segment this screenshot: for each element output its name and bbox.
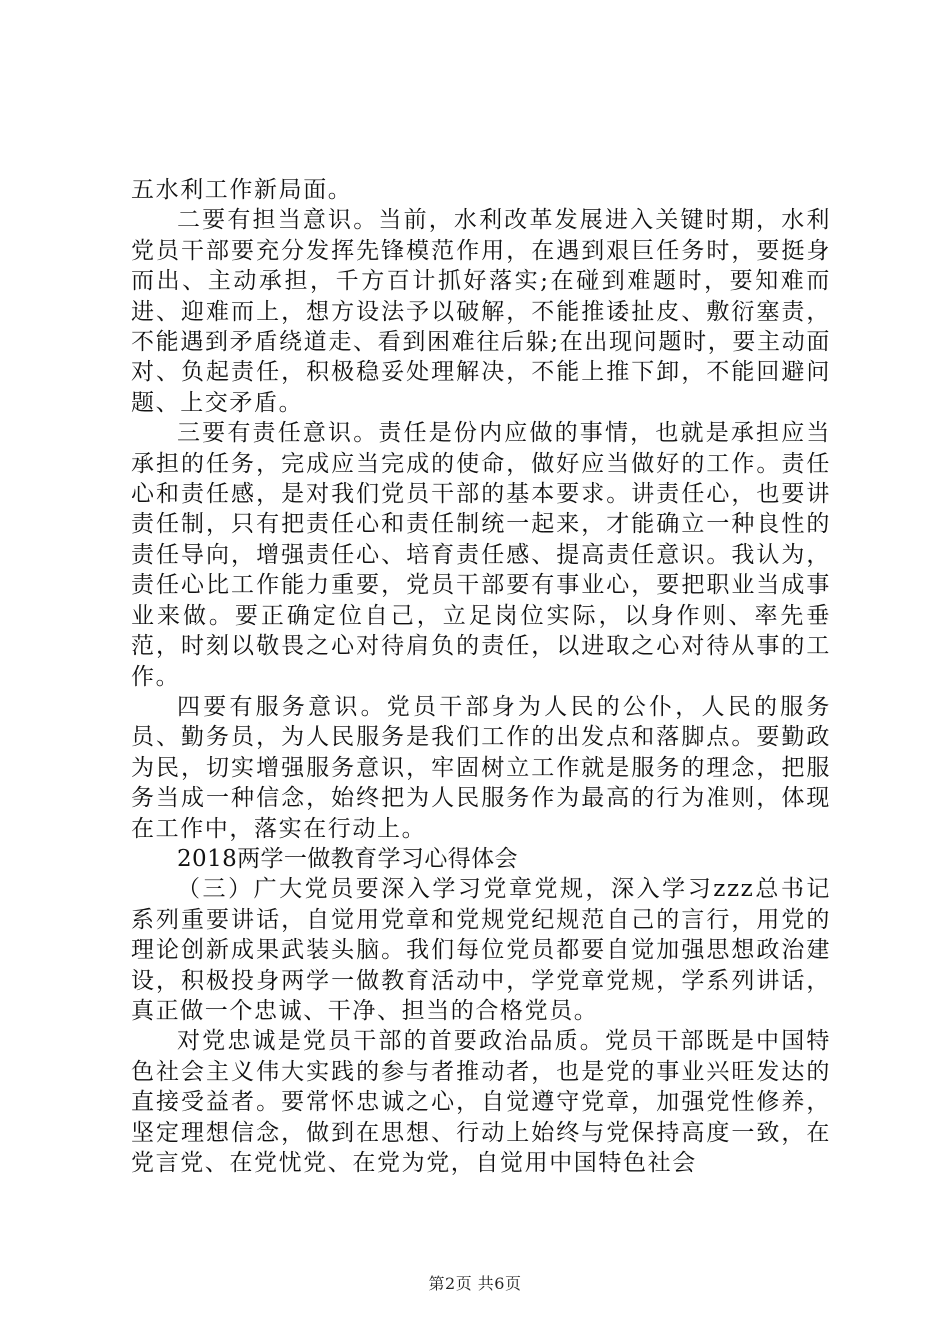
paragraph-service-awareness: 四要有服务意识。党员干部身为人民的公仆，人民的服务员、勤务员，为人民服务是我们工作的出发点和落脚点。要勤政为民，切实增强服务意识，牢固树立工作就是服务的理念，把服务当成一种信念，始终把为人民服务作为最高的行为准则，体现在工作中，落实在行动上。 [131,693,831,842]
section-heading: 2018两学一做教育学习心得体会 [177,845,518,872]
document-body [131,175,831,1178]
paragraph-loyalty: 对党忠诚是党员干部的首要政治品质。党员干部既是中国特色社会主义伟大实践的参与者推动者，也是党的事业兴旺发达的直接受益者。要常怀忠诚之心，自觉遵守党章，加强党性修养，坚定理想信念，做到在思想、行动上始终与党保持高度一致，在党言党、在党忧党、在党为党，自觉用中国特色社会 [131,1028,831,1176]
page-number-footer: 第2页 共6页 [428,1274,522,1293]
paragraph-sense-of-responsibility: 三要有责任意识。责任是份内应做的事情，也就是承担应当承担的任务，完成应当完成的使命，做好应当做好的工作。责任心和责任感，是对我们党员干部的基本要求。讲责任心，也要讲责任制，只有把责任心和责任制统一起来，才能确立一种良性的责任导向，增强责任心、培育责任感、提高责任意识。我认为，责任心比工作能力重要，党员干部要有事业心，要把职业当成事业来做。要正确定位自己，立足岗位实际，以身作则、率先垂范，时刻以敬畏之心对待肩负的责任，以进取之心对待从事的工作。 [131,420,831,690]
paragraph-study-party-rules: （三）广大党员要深入学习党章党规，深入学习zzz总书记系列重要讲话，自觉用党章和党规党纪规范自己的言行，用党的理论创新成果武装头脑。我们每位党员都要自觉加强思想政治建设，积极投身两学一做教育活动中，学党章党规，学系列讲话，真正做一个忠诚、干净、担当的合格党员。 [131,876,831,1024]
paragraph-continuation: 五水利工作新局面。 [131,177,353,203]
paragraph-responsibility-taking: 二要有担当意识。当前，水利改革发展进入关键时期，水利党员干部要充分发挥先锋模范作用，在遇到艰巨任务时，要挺身而出、主动承担，千方百计抓好落实;在碰到难题时，要知难而进、迎难而上，想方设法予以破解，不能推诿扯皮、敷衍塞责，不能遇到矛盾绕道走、看到困难往后躲;在出现问题时，要主动面对、负起责任，积极稳妥处理解决，不能上推下卸，不能回避问题、上交矛盾。 [131,207,831,416]
